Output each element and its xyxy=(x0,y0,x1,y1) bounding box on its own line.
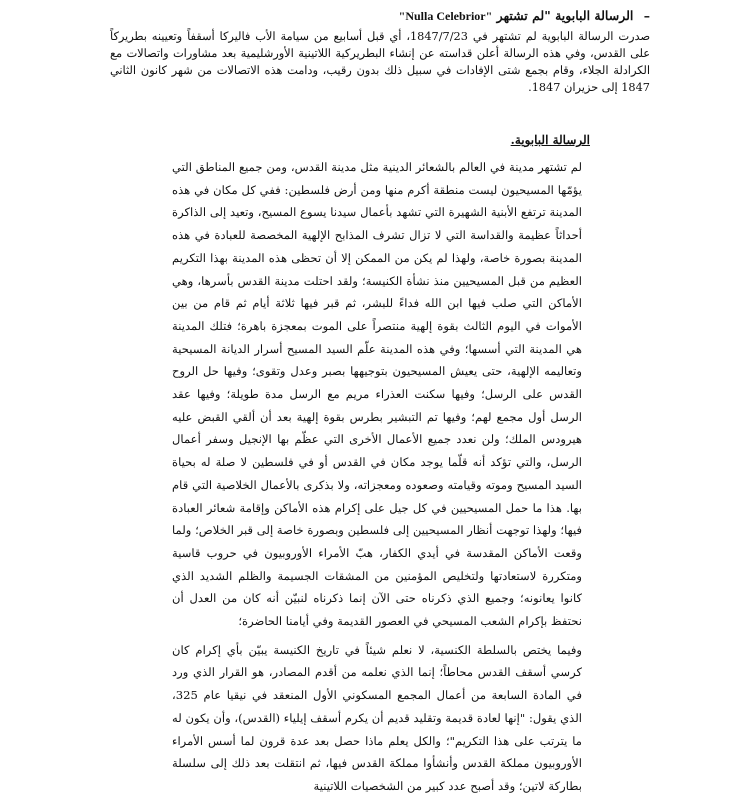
body-paragraph-1: لم تشتهر مدينة في العالم بالشعائر الدينية مثل مدينة القدس، ومن جميع المناطق التي يؤمّها المسيحيون ليست منطقة أكرم منها ومن أرض فلسطين: ففي كل مكان في هذه المدينة ترتفع الأبنية الشهيرة التي تشهد بأعمال سيدنا يسوع المسيح، وتعيد إلى الذاكرة أحداثاً عظيمة والقداسة التي لا تزال تشرف المذابح الإلهية المخصصة للعبادة في هذه المدينة بصورة خاصة، ولهذا لم يكن من الممكن إلا أن تحظى هذه المدينة بهذا التكريم العظيم من قبل المسيحيين منذ نشأة الكنيسة؛ ولقد احتلت مدينة القدس بأسرها، وهي الأماكن التي صلب فيها ابن الله فداءً للبشر، ثم قبر فيها ثلاثة أيام ثم قام من بين الأموات في اليوم الثالث بقوة إلهية منتصراً على الموت بمعجزة باهرة؛ فتلك المدينة هي المدينة التي أسسها؛ وفي هذه المدينة علّم السيد المسيح أسرار الديانة المسيحية وتعاليمه الإلهية، حتى يعيش المسيحيون بتوجيهها بصبر وعدل وتقوى؛ وفيها حل الروح القدس على الرسل؛ وفيها سكنت العذراء مريم مع الرسل مدة طويلة؛ وفيها عقد الرسل أول مجمع لهم؛ وفيها تم التبشير بطرس بقوة إلهية بعد أن ألقي القبض عليه هيرودس الملك؛ ولن نعدد جميع الأعمال الأخرى التي عظّم بها الإنجيل وسفر أعمال الرسل، والتي تؤكد أنه قلّما يوجد مكان في القدس أو في فلسطين لا صلة له بحياة السيد المسيح وموته وقيامته وصعوده ومعجزاته، ولا بذكرى بالأعمال الخلاصية التي قام بها. هذا ما حمل المسيحيين في كل جيل على إكرام هذه الأماكن وإقامة شعائر العبادة فيها؛ ولهذا توجهت أنظار المسيحيين إلى فلسطين وبصورة خاصة إلى قبر الخلاص؛ ولما وقعت الأماكن المقدسة في أيدي الكفار، هبّ الأمراء الأوروبيون في حروب قاسية ومتكررة لاستعادتها ولتخليص المؤمنين من المشقات الجسيمة والظلم الشديد الذي كانوا يعانونه؛ وجميع الذي ذكرناه حتى الآن إنما ذكرناه لنبيّن أنه كان من العدل أن نحتفظ بإكرام الشعب المسيحي في العصور القديمة وفي أيامنا الحاضرة؛ xyxy=(172,160,582,629)
intro-paragraph: صدرت الرسالة البابوية لم تشتهر في 1847/7/23، أي قبل أسابيع من سيامة الأب فاليركا أسقفاً وتعيينه بطريركاً على القدس، وفي هذه الرسالة أعلن قداسته عن إنشاء البطريركية اللاتينية الأورشليمية بعد مشاورات واتصالات مع الكرادلة الجلاء، وقام بجمع شتى الإفادات في سبيل ذلك بدون رقيب، ودامت هذه الاتصالات من شهر كانون الثاني 1847 إلى حزيران 1847. xyxy=(110,30,651,94)
title-dash: – xyxy=(643,8,650,23)
document-title xyxy=(110,6,650,26)
title-latin: "Nulla Celebrior" xyxy=(398,9,493,23)
title-arabic: الرسالة البابوية "لم تشتهر xyxy=(496,8,634,23)
header-block xyxy=(110,6,650,96)
section-heading: الرسالة البابوية. xyxy=(510,133,590,147)
body-text xyxy=(172,156,582,798)
body-paragraph-2: وفيما يختص بالسلطة الكنسية، لا نعلم شيئاً في تاريخ الكنيسة يبيّن بأي إكرام كان كرسي أسقف القدس محاطاً؛ إنما الذي نعلمه من أقدم المصادر، هو القرار الذي ورد في المادة السابعة من أعمال المجمع المسكوني الأول المنعقد في نيقيا عام 325، الذي يقول: "إنها لعادة قديمة وتقليد قديم أن يكرم أسقف إيلياء (القدس)، وأن يكون له ما يترتب على هذا التكريم"؛ والكل يعلم ماذا حصل بعد عدة قرون لما أسس الأمراء الأوروبيون مملكة القدس وأنشأوا مملكة القدس فيها، ثم انتقلت بعد ذلك إلى سلسلة بطاركة لاتين؛ وقد أصبح عدد كبير من الشخصيات اللاتينية xyxy=(172,642,582,793)
